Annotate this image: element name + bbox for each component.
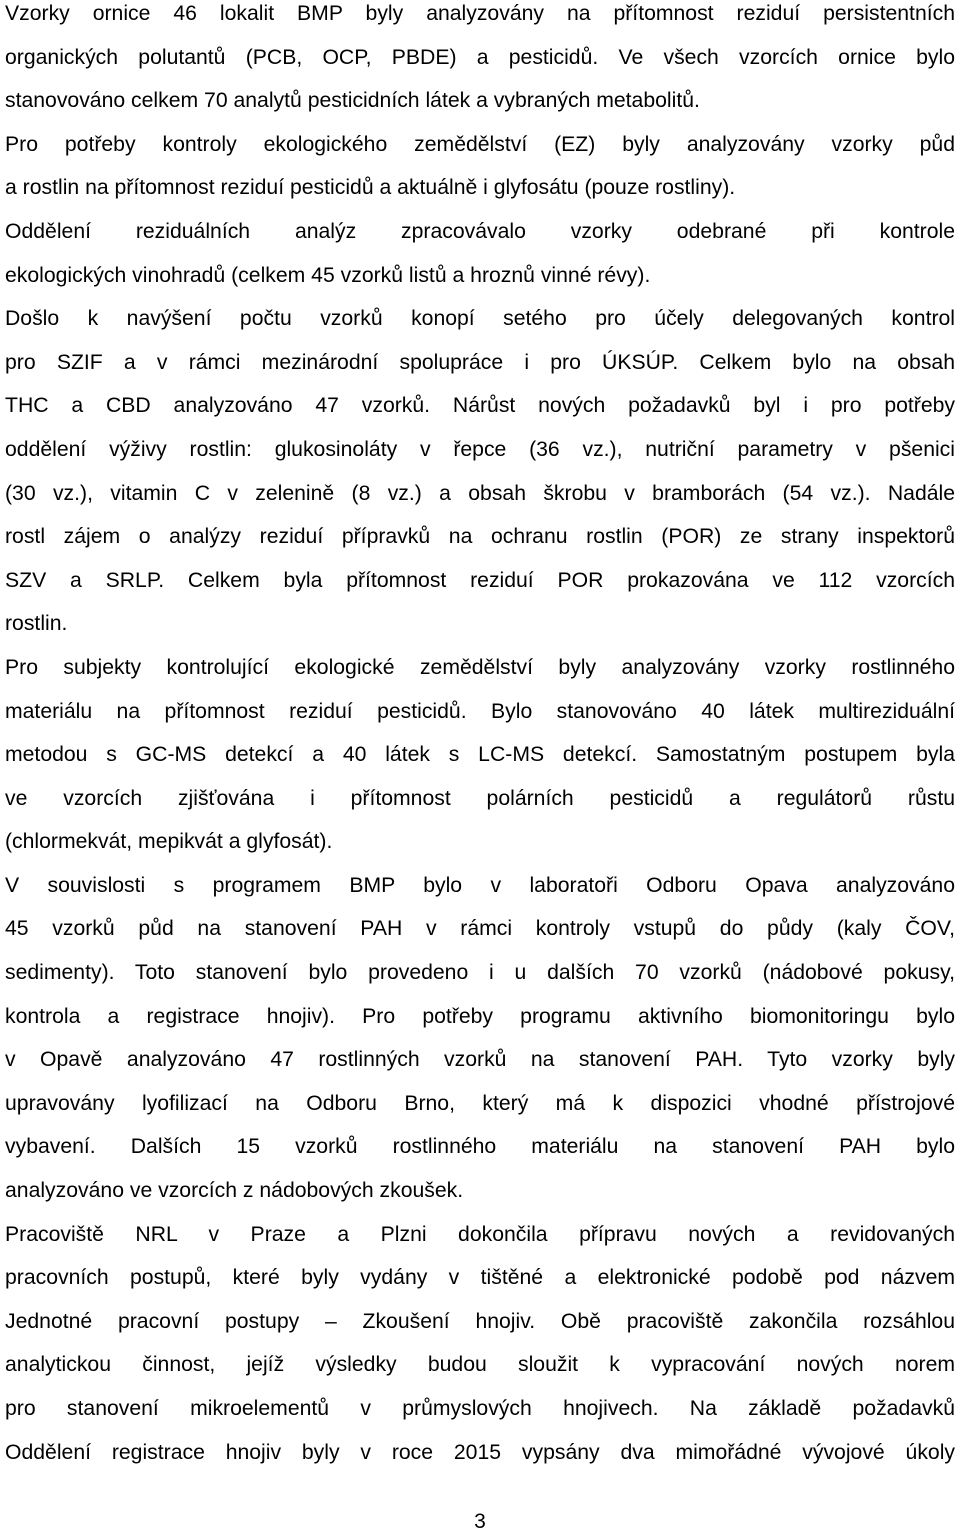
text-line: oddělení výživy rostlin: glukosinoláty v řepce (36 vz.), nutriční parametry v pšenici	[5, 437, 955, 461]
text-line: V souvislosti s programem BMP bylo v laboratoři Odboru Opava analyzováno	[5, 873, 955, 897]
text-line: analyzováno ve vzorcích z nádobových zkoušek.	[5, 1179, 464, 1203]
text-line: Oddělení registrace hnojiv byly v roce 2015 vypsány dva mimořádné vývojové úkoly	[5, 1440, 955, 1464]
text-line: 45 vzorků půd na stanovení PAH v rámci kontroly vstupů do půdy (kaly ČOV,	[5, 917, 955, 941]
text-line: Pracoviště NRL v Praze a Plzni dokončila přípravu nových a revidovaných	[5, 1222, 955, 1246]
text-line: v Opavě analyzováno 47 rostlinných vzorků na stanovení PAH. Tyto vzorky byly	[5, 1048, 955, 1072]
text-line: pro SZIF a v rámci mezinárodní spolupráce i pro ÚKSÚP. Celkem bylo na obsah	[5, 350, 955, 374]
text-line: Došlo k navýšení počtu vzorků konopí setého pro účely delegovaných kontrol	[5, 307, 955, 331]
text-line: metodou s GC-MS detekcí a 40 látek s LC-MS detekcí. Samostatným postupem byla	[5, 743, 955, 767]
text-line: rostl zájem o analýzy reziduí přípravků na ochranu rostlin (POR) ze strany inspektorů	[5, 525, 955, 549]
document-body	[5, 0, 955, 1474]
text-line: ekologických vinohradů (celkem 45 vzorků listů a hroznů vinné révy).	[5, 263, 651, 287]
text-line: Pro subjekty kontrolující ekologické zemědělství byly analyzovány vzorky rostlinného	[5, 655, 955, 679]
text-line: pro stanovení mikroelementů v průmyslových hnojivech. Na základě požadavků	[5, 1397, 955, 1420]
text-line: analytickou činnost, jejíž výsledky budou sloužit k vypracování nových norem	[5, 1353, 955, 1377]
text-line: Jednotné pracovní postupy – Zkoušení hnojiv. Obě pracoviště zakončila rozsáhlou	[5, 1309, 955, 1333]
text-line: Oddělení reziduálních analýz zpracovávalo vzorky odebrané při kontrole	[5, 219, 955, 243]
text-line: Pro potřeby kontroly ekologického zemědělství (EZ) byly analyzovány vzorky půd	[5, 132, 955, 156]
paragraph-1	[5, 0, 955, 646]
text-line: (30 vz.), vitamin C v zelenině (8 vz.) a obsah škrobu v bramborách (54 vz.). Nadále	[5, 481, 955, 505]
text-line: Vzorky ornice 46 lokalit BMP byly analyzovány na přítomnost reziduí persistentních	[5, 2, 955, 25]
text-line: ve vzorcích zjišťována i přítomnost polárních pesticidů a regulátorů růstu	[5, 786, 955, 810]
text-line: pracovních postupů, které byly vydány v tištěné a elektronické podobě pod názvem	[5, 1266, 955, 1290]
text-line: stanovováno celkem 70 analytů pesticidních látek a vybraných metabolitů.	[5, 89, 700, 113]
text-line: (chlormekvát, mepikvát a glyfosát).	[5, 830, 333, 854]
page-number: 3	[474, 1510, 486, 1533]
text-line: sedimenty). Toto stanovení bylo provedeno i u dalších 70 vzorků (nádobové pokusy,	[5, 961, 955, 985]
paragraph-4	[5, 1213, 955, 1475]
text-line: a rostlin na přítomnost reziduí pesticidů a aktuálně i glyfosátu (pouze rostliny).	[5, 176, 736, 200]
paragraph-2	[5, 646, 955, 864]
text-line: organických polutantů (PCB, OCP, PBDE) a pesticidů. Ve všech vzorcích ornice bylo	[5, 45, 955, 69]
text-line: vybavení. Dalších 15 vzorků rostlinného materiálu na stanovení PAH bylo	[5, 1135, 955, 1159]
text-line: upravovány lyofilizací na Odboru Brno, který má k dispozici vhodné přístrojové	[5, 1091, 955, 1115]
text-line: THC a CBD analyzováno 47 vzorků. Nárůst nových požadavků byl i pro potřeby	[5, 394, 955, 418]
text-line: SZV a SRLP. Celkem byla přítomnost reziduí POR prokazována ve 112 vzorcích	[5, 568, 955, 592]
text-line: materiálu na přítomnost reziduí pesticidů. Bylo stanovováno 40 látek multireziduální	[5, 699, 955, 723]
paragraph-3	[5, 864, 955, 1213]
text-line: rostlin.	[5, 612, 68, 636]
text-line: kontrola a registrace hnojiv). Pro potřeby programu aktivního biomonitoringu bylo	[5, 1004, 955, 1028]
